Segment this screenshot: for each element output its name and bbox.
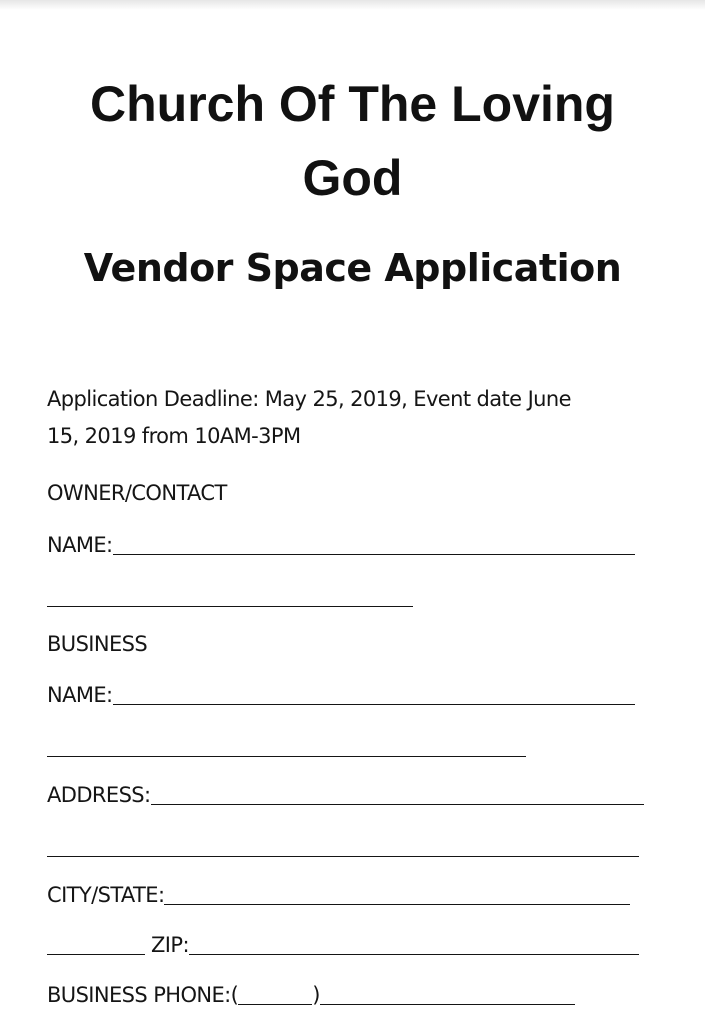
zip-field[interactable] xyxy=(47,931,639,959)
business-name-field[interactable] xyxy=(47,681,635,709)
deadline-text-line-1: Application Deadline: May 25, 2019, Event date June xyxy=(47,387,571,411)
address-continuation-line[interactable] xyxy=(47,856,639,857)
page-subtitle: Vendor Space Application xyxy=(83,246,622,290)
address-input-line[interactable] xyxy=(151,784,644,805)
phone-number-input-line[interactable] xyxy=(320,984,575,1005)
zip-input-line[interactable] xyxy=(189,934,639,955)
city-state-field[interactable] xyxy=(47,881,630,909)
owner-name-label: NAME: xyxy=(47,533,113,557)
owner-name-continuation-line[interactable] xyxy=(47,606,413,607)
city-state-label: CITY/STATE: xyxy=(47,883,165,907)
phone-area-code-input-line[interactable] xyxy=(238,984,312,1005)
zip-label: ZIP: xyxy=(151,933,189,957)
business-phone-field[interactable] xyxy=(47,981,575,1009)
owner-name-field[interactable] xyxy=(47,531,635,559)
page-title-line-2: God xyxy=(302,150,403,206)
business-label: BUSINESS xyxy=(47,632,148,656)
business-phone-label: BUSINESS PHONE:( xyxy=(47,983,239,1007)
city-state-input-line[interactable] xyxy=(164,884,630,905)
owner-name-input-line[interactable] xyxy=(113,534,635,555)
page-title-line-1: Church Of The Loving xyxy=(90,76,615,132)
address-field[interactable] xyxy=(47,781,644,809)
top-shadow-bar xyxy=(0,0,705,10)
business-name-label: NAME: xyxy=(47,683,113,707)
deadline-text-line-2: 15, 2019 from 10AM-3PM xyxy=(47,424,301,448)
state-input-line[interactable] xyxy=(47,934,145,955)
business-name-input-line[interactable] xyxy=(113,684,635,705)
business-name-continuation-line[interactable] xyxy=(47,756,526,757)
address-label: ADDRESS: xyxy=(47,783,151,807)
owner-contact-label: OWNER/CONTACT xyxy=(47,481,227,505)
business-phone-paren-close: ) xyxy=(312,983,320,1007)
